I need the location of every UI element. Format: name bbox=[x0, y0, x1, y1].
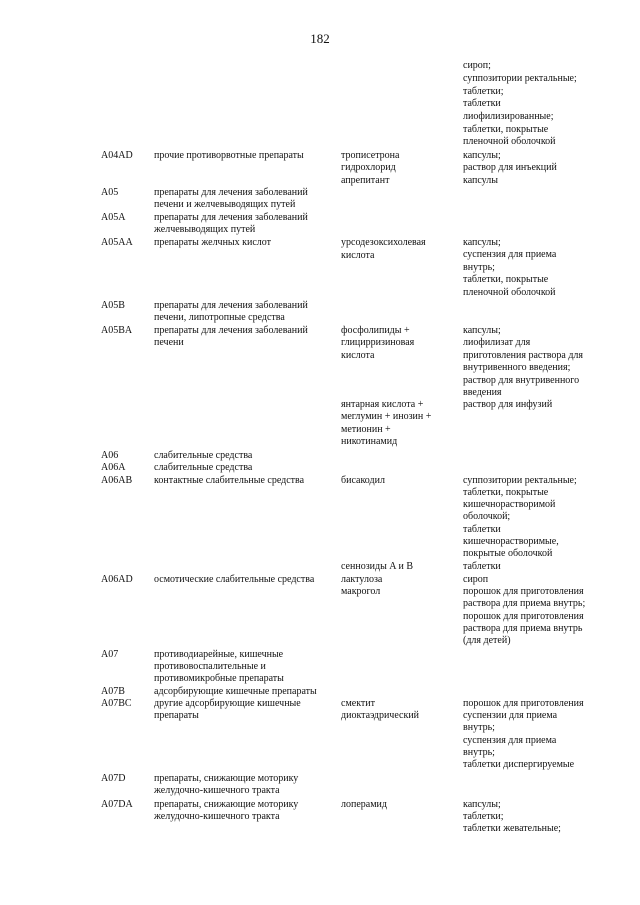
form-text: таблетки bbox=[463, 524, 501, 535]
drug-name: янтарная кислота + bbox=[341, 399, 424, 410]
form-text: порошок для приготовления bbox=[463, 698, 584, 709]
group-name: слабительные средства bbox=[154, 462, 253, 473]
group-name: препараты bbox=[154, 710, 199, 721]
drug-name: меглумин + инозин + bbox=[341, 411, 432, 422]
drug-name: фосфолипиды + bbox=[341, 325, 410, 336]
form-text: приготовления раствора для bbox=[463, 350, 583, 361]
form-text: внутрь; bbox=[463, 262, 495, 273]
drug-name: кислота bbox=[341, 350, 375, 361]
page-number: 182 bbox=[310, 31, 330, 46]
group-name: препараты, снижающие моторику bbox=[154, 799, 299, 810]
group-name: препараты для лечения заболеваний bbox=[154, 212, 308, 223]
group-name: печени bbox=[154, 337, 184, 348]
form-text: капсулы; bbox=[463, 150, 501, 161]
drug-name: бисакодил bbox=[341, 475, 385, 486]
atc-code: A07B bbox=[101, 686, 125, 697]
form-text: суспензия для приема bbox=[463, 735, 557, 746]
atc-code: A07DA bbox=[101, 799, 133, 810]
form-text: (для детей) bbox=[463, 635, 511, 646]
form-text: таблетки, покрытые bbox=[463, 487, 549, 498]
form-text: капсулы bbox=[463, 175, 498, 186]
group-name: желудочно-кишечного тракта bbox=[154, 785, 280, 796]
atc-code: A06AB bbox=[101, 475, 133, 486]
form-text: раствор для инфузий bbox=[463, 399, 553, 410]
group-name: противовоспалительные и bbox=[154, 661, 266, 672]
form-text: оболочкой; bbox=[463, 511, 511, 522]
form-text: раствора для приема внутрь bbox=[463, 623, 583, 634]
form-text: таблетки диспергируемые bbox=[463, 759, 575, 770]
form-text: введения bbox=[463, 387, 502, 398]
form-text: покрытые оболочкой bbox=[463, 548, 553, 559]
atc-code: A05AA bbox=[101, 237, 133, 248]
group-name: препараты для лечения заболеваний bbox=[154, 325, 308, 336]
group-name: другие адсорбирующие кишечные bbox=[154, 698, 301, 709]
form-text: раствор для инъекций bbox=[463, 162, 557, 173]
atc-code: A07 bbox=[101, 649, 119, 660]
drug-name: апрепитант bbox=[341, 175, 390, 186]
form-text: лиофилизат для bbox=[463, 337, 531, 348]
group-name: печени и желчевыводящих путей bbox=[154, 199, 296, 210]
form-text: капсулы; bbox=[463, 237, 501, 248]
form-text: капсулы; bbox=[463, 325, 501, 336]
form-text: внутрь; bbox=[463, 722, 495, 733]
drug-name: макрогол bbox=[341, 586, 381, 597]
group-name: желчевыводящих путей bbox=[154, 224, 256, 235]
drug-name: диоктаэдрический bbox=[341, 710, 420, 721]
drug-name: метионин + bbox=[341, 424, 391, 435]
form-text: порошок для приготовления bbox=[463, 611, 584, 622]
drug-name: глицирризиновая bbox=[341, 337, 415, 348]
drug-name: смектит bbox=[341, 698, 376, 709]
form-text: внутрь; bbox=[463, 747, 495, 758]
group-name: противодиарейные, кишечные bbox=[154, 649, 284, 660]
form-text: таблетки; bbox=[463, 86, 504, 97]
form-text: таблетки, покрытые bbox=[463, 124, 549, 135]
drug-name: лоперамид bbox=[341, 799, 387, 810]
atc-code: A05A bbox=[101, 212, 126, 223]
form-text: таблетки, покрытые bbox=[463, 274, 549, 285]
form-text: внутривенного введения; bbox=[463, 362, 571, 373]
group-name: препараты для лечения заболеваний bbox=[154, 187, 308, 198]
group-name: осмотические слабительные средства bbox=[154, 574, 315, 585]
form-text: пленочной оболочкой bbox=[463, 136, 556, 147]
form-text: суппозитории ректальные; bbox=[463, 475, 577, 486]
group-name: прочие противорвотные препараты bbox=[154, 150, 304, 161]
form-text: таблетки жевательные; bbox=[463, 823, 561, 834]
form-text: раствора для приема внутрь; bbox=[463, 598, 586, 609]
form-text: кишечнорастворимой bbox=[463, 499, 556, 510]
form-text: таблетки; bbox=[463, 811, 504, 822]
atc-code: A05B bbox=[101, 300, 125, 311]
group-name: слабительные средства bbox=[154, 450, 253, 461]
group-name: противомикробные препараты bbox=[154, 673, 284, 684]
form-text: лиофилизированные; bbox=[463, 111, 554, 122]
atc-code: A05 bbox=[101, 187, 119, 198]
form-text: пленочной оболочкой bbox=[463, 287, 556, 298]
atc-code: A05BA bbox=[101, 325, 133, 336]
atc-code: A06 bbox=[101, 450, 119, 461]
form-text: сироп; bbox=[463, 60, 491, 71]
drug-name: урсодезоксихолевая bbox=[341, 237, 426, 248]
drug-name: гидрохлорид bbox=[341, 162, 396, 173]
atc-code: A07BC bbox=[101, 698, 132, 709]
atc-code: A07D bbox=[101, 773, 126, 784]
group-name: препараты, снижающие моторику bbox=[154, 773, 299, 784]
group-name: контактные слабительные средства bbox=[154, 475, 305, 486]
form-text: раствор для внутривенного bbox=[463, 375, 580, 386]
form-text: капсулы; bbox=[463, 799, 501, 810]
group-name: адсорбирующие кишечные препараты bbox=[154, 686, 317, 697]
drug-name: кислота bbox=[341, 250, 375, 261]
group-name: препараты для лечения заболеваний bbox=[154, 300, 308, 311]
atc-code: A06A bbox=[101, 462, 126, 473]
form-text: суспензии для приема bbox=[463, 710, 558, 721]
form-text: суппозитории ректальные; bbox=[463, 73, 577, 84]
atc-code: A04AD bbox=[101, 150, 133, 161]
drug-name: никотинамид bbox=[341, 436, 398, 447]
atc-code: A06AD bbox=[101, 574, 133, 585]
drug-name: сеннозиды A и B bbox=[341, 561, 414, 572]
group-name: печени, липотропные средства bbox=[154, 312, 285, 323]
form-text: порошок для приготовления bbox=[463, 586, 584, 597]
group-name: препараты желчных кислот bbox=[154, 237, 272, 248]
form-text: суспензия для приема bbox=[463, 249, 557, 260]
drug-name: лактулоза bbox=[341, 574, 383, 585]
form-text: таблетки bbox=[463, 561, 501, 572]
form-text: сироп bbox=[463, 574, 489, 585]
drug-name: трописетрона bbox=[341, 150, 400, 161]
form-text: таблетки bbox=[463, 98, 501, 109]
group-name: желудочно-кишечного тракта bbox=[154, 811, 280, 822]
form-text: кишечнорастворимые, bbox=[463, 536, 559, 547]
